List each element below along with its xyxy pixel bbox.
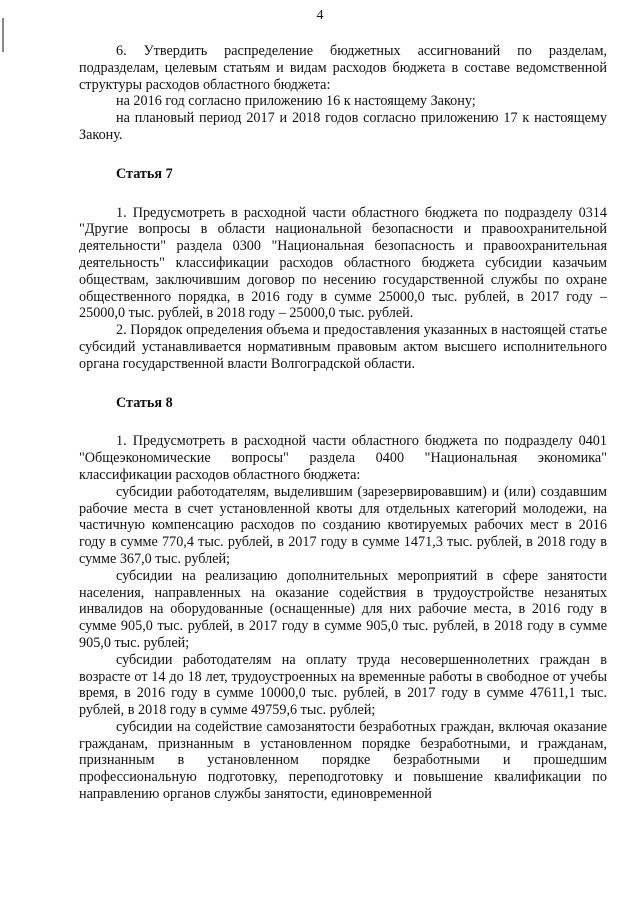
article-7-part-1: 1. Предусмотреть в расходной части областного бюджета по подразделу 0314 "Другие вопросы в области национальной безопасности и правоохранительной деятельности" раздела 0300 "Национальная безопасность и правоохранительная деятельность" классификации расходов областного бюджета субсидии казачьим обществам, заключившим договор по несению государственной службы по охране общественного порядка, в 2016 году в сумме 25000,0 тыс. рублей, в 2017 году – 25000,0 тыс. рублей, в 2018 году – 25000,0 тыс. рублей. [79, 204, 607, 322]
article-8-subsidy-2: субсидии на реализацию дополнительных мероприятий в сфере занятости населения, направленных на оказание содействия в трудоустройстве незанятых инвалидов на оборудованные (оснащенные) для них рабочие места, в 2016 году в сумме 905,0 тыс. рублей, в 2017 году в сумме 905,0 тыс. рублей, в 2018 году в сумме 905,0 тыс. рублей; [79, 567, 607, 651]
paragraph-6-item-plan: на плановый период 2017 и 2018 годов согласно приложению 17 к настоящему Закону. [79, 110, 607, 143]
article-7-part-2: 2. Порядок определения объема и предоставления указанных в настоящей статье субсидий устанавливается нормативным правовым актом высшего исполнительного органа государственной власти Волгоградской области. [79, 322, 607, 372]
article-8-subsidy-4: субсидии на содействие самозанятости безработных граждан, включая оказание гражданам, признанным в установленном порядке безработными, и гражданам, признанным в установленном порядке безработными и прошедшим профессиональную подготовку, переподготовку и повышение квалификации по направлению органов службы занятости, единовременной [79, 718, 607, 803]
article-8-subsidy-1: субсидии работодателям, выделившим (зарезервировавшим) и (или) создавшим рабочие места в счет установленной квоты для отдельных категорий молодежи, на частичную компенсацию расходов по созданию квотируемых рабочих мест в 2016 году в сумме 770,4 тыс. рублей, в 2017 году в сумме 1471,3 тыс. рублей, в 2018 году в сумме 367,0 тыс. рублей; [79, 483, 607, 567]
article-8-part-1: 1. Предусмотреть в расходной части областного бюджета по подразделу 0401 "Общеэкономические вопросы" раздела 0400 "Национальная экономика" классификации расходов областного бюджета: [79, 433, 607, 483]
paragraph-6: 6. Утвердить распределение бюджетных ассигнований по разделам, подразделам, целевым статьям и видам расходов бюджета в составе ведомственной структуры расходов областного бюджета: [79, 43, 607, 93]
document-body [79, 43, 607, 803]
paragraph-6-item-2016: на 2016 год согласно приложению 16 к настоящему Закону; [116, 93, 476, 110]
article-8-subsidy-3: субсидии работодателям на оплату труда несовершеннолетних граждан в возрасте от 14 до 18 лет, трудоустроенных на временные работы в свободное от учебы время, в 2016 году в сумме 10000,0 тыс. рублей, в 2017 году в сумме 47611,1 тыс. рублей, в 2018 году в сумме 49759,6 тыс. рублей; [79, 651, 607, 719]
article-8-heading: Статья 8 [116, 394, 173, 411]
page-number: 4 [316, 8, 324, 23]
article-7-heading: Статья 7 [116, 165, 173, 182]
